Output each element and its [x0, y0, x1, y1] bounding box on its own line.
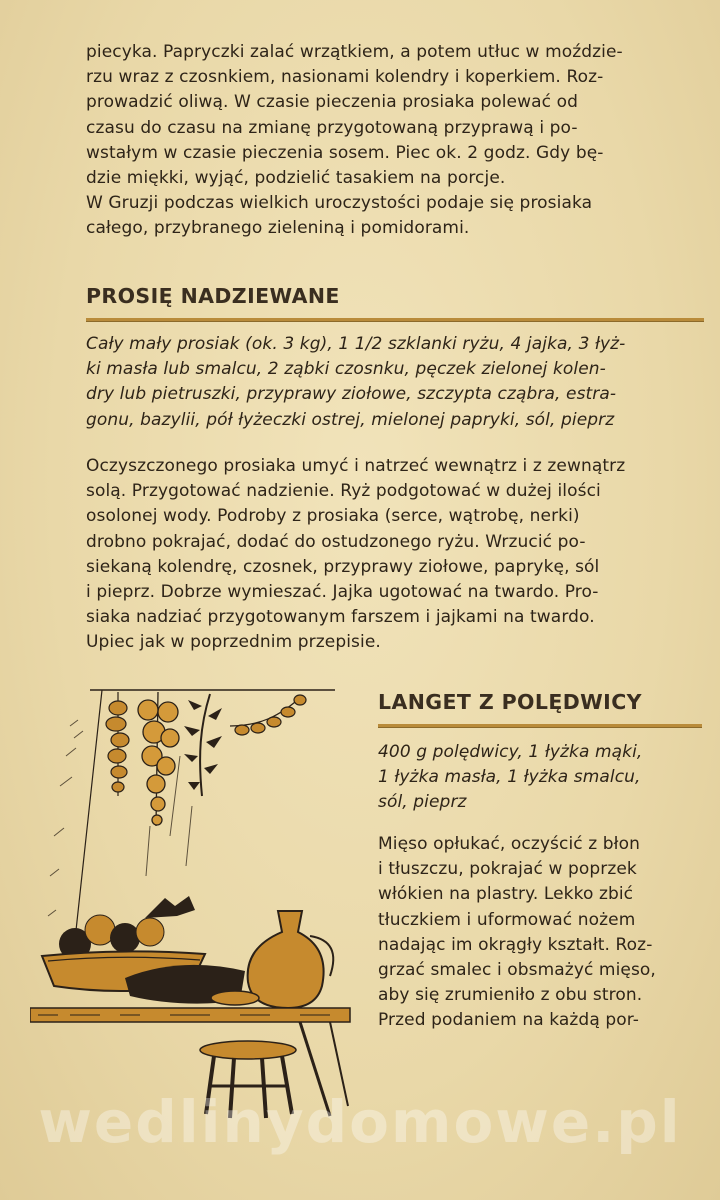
text-line: całego, przybranego zieleniną i pomidorami. — [86, 218, 470, 239]
small-bowl — [211, 991, 259, 1005]
text-line: wstałym w czasie pieczenia sosem. Piec ok. 2 godz. Gdy bę- — [86, 142, 604, 163]
text-line: 1 łyżka masła, 1 łyżka smalcu, — [378, 767, 641, 788]
text-line: dry lub pietruszki, przyprawy ziołowe, szczypta cząbra, estra- — [86, 384, 617, 405]
text-line: piecyka. Papryczki zalać wrzątkiem, a potem utłuc w moździe- — [86, 42, 623, 62]
text-line: włókien na plastry. Lekko zbić — [378, 884, 634, 905]
text-line: tłuczkiem i uformować nożem — [378, 909, 636, 930]
text-line: grzać smalec i obsmażyć mięso, — [378, 960, 656, 981]
text-line: drobno pokrajać, dodać do ostudzonego ryżu. Wrzucić po- — [86, 531, 586, 552]
section-divider — [378, 724, 702, 728]
text-line: Oczyszczonego prosiaka umyć i natrzeć wewnątrz i z zewnątrz — [86, 456, 626, 476]
text-line: osolonej wody. Podroby z prosiaka (serce, wątrobę, nerki) — [86, 506, 580, 527]
onion-string — [138, 692, 179, 826]
recipe1-method — [86, 454, 706, 656]
recipe1-title: PROSIĘ NADZIEWANE — [86, 284, 340, 308]
pepper-string — [230, 695, 306, 735]
text-line: dzie miękki, wyjąć, podzielić tasakiem na porcje. — [86, 168, 506, 189]
recipe2-method — [378, 832, 708, 1034]
text-line: solą. Przygotować nadzienie. Ryż podgotować w dużej ilości — [86, 481, 601, 502]
intro-paragraph — [86, 40, 706, 242]
text-line: rzu wraz z czosnkiem, nasionami kolendry i koperkiem. Roz- — [86, 67, 604, 88]
text-line: aby się zrumieniło z obu stron. — [378, 985, 643, 1006]
text-line: Upiec jak w poprzednim przepisie. — [86, 632, 381, 653]
text-line: Mięso opłukać, oczyścić z błon — [378, 834, 640, 854]
herb-bunch — [184, 694, 222, 796]
text-line: i tłuszczu, pokrajać w poprzek — [378, 859, 637, 880]
recipe2-header — [378, 690, 702, 728]
text-line: nadając im okrągły kształt. Roz- — [378, 934, 653, 955]
recipe1-ingredients — [86, 332, 706, 433]
watermark: wedlinydomowe.pl — [38, 1088, 682, 1156]
recipe1-header — [86, 284, 704, 322]
text-line: ki masła lub smalcu, 2 ząbki czosnku, pęczek zielonej kolen- — [86, 359, 606, 380]
section-divider — [86, 318, 704, 322]
text-line: czasu do czasu na zmianę przygotowaną przyprawą i po- — [86, 117, 578, 138]
kitchen-still-life-illustration — [30, 686, 365, 1126]
text-line: 400 g polędwicy, 1 łyżka mąki, — [378, 742, 643, 762]
text-line: Cały mały prosiak (ok. 3 kg), 1 1/2 szklanki ryżu, 4 jajka, 3 łyż- — [86, 334, 626, 354]
text-line: prowadzić oliwą. W czasie pieczenia prosiaka polewać od — [86, 92, 578, 113]
text-line: sól, pieprz — [378, 792, 467, 813]
text-line: siaka nadziać przygotowanym farszem i jajkami na twardo. — [86, 607, 595, 628]
text-line: Przed podaniem na każdą por- — [378, 1010, 639, 1031]
clay-jug — [248, 911, 334, 1008]
text-line: siekaną kolendrę, czosnek, przyprawy ziołowe, paprykę, sól — [86, 556, 600, 577]
recipe2-ingredients — [378, 740, 708, 816]
recipe2-title: LANGET Z POLĘDWICY — [378, 690, 642, 714]
text-line: W Gruzji podczas wielkich uroczystości podaje się prosiaka — [86, 193, 593, 214]
garlic-string — [106, 692, 129, 796]
text-line: gonu, bazylii, pół łyżeczki ostrej, mielonej papryki, sól, pieprz — [86, 409, 615, 430]
text-line: i pieprz. Dobrze wymieszać. Jajka ugotować na twardo. Pro- — [86, 582, 599, 603]
